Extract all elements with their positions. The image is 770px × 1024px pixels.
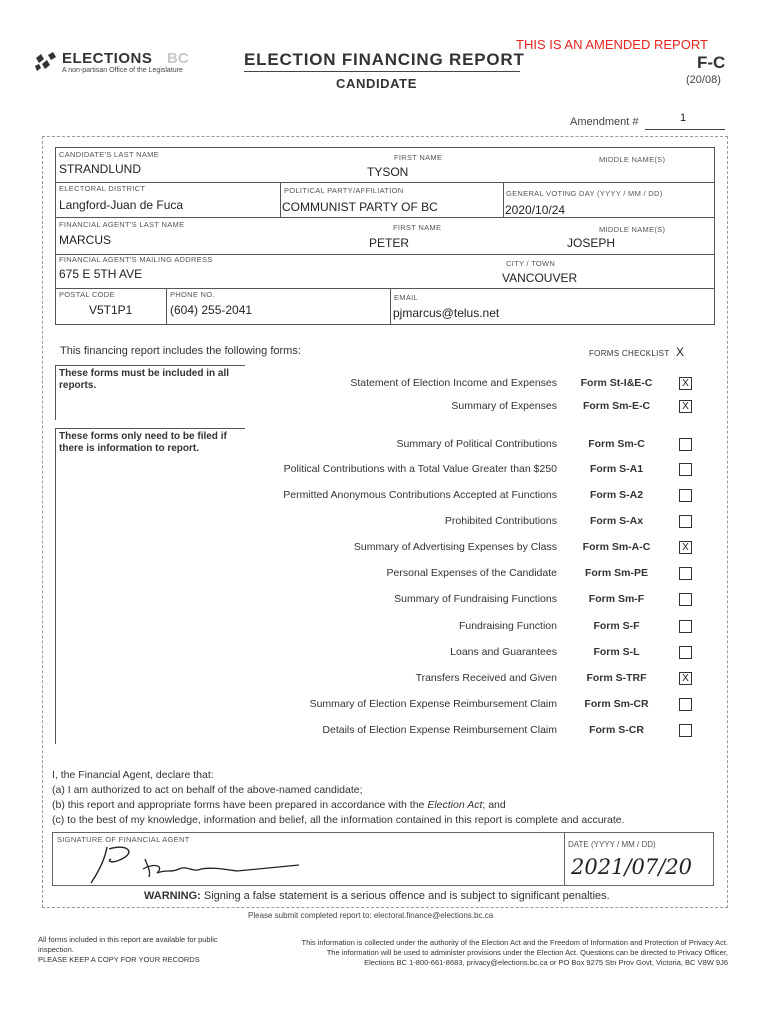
form-row <box>60 398 700 416</box>
form-checkbox[interactable] <box>679 515 692 528</box>
agent-first-name[interactable]: PETER <box>369 236 410 250</box>
form-row <box>60 618 700 636</box>
form-code: Form Sm-A-C <box>582 541 651 553</box>
form-checkbox[interactable] <box>679 438 692 451</box>
form-description: Personal Expenses of the Candidate <box>386 567 557 579</box>
electoral-district[interactable]: Langford-Juan de Fuca <box>59 198 184 212</box>
grid-divider <box>390 288 391 324</box>
forms-checklist-label: FORMS CHECKLIST <box>589 349 670 358</box>
form-checkbox[interactable]: X <box>679 400 692 413</box>
declaration-text: (b) this report and appropriate forms have been prepared in accordance with the <box>52 799 428 811</box>
grid-divider <box>56 288 714 289</box>
form-checkbox[interactable]: X <box>679 672 692 685</box>
amendment-number[interactable]: 1 <box>680 112 687 124</box>
form-code: Form Sm-C <box>588 438 645 450</box>
voting-day-label: GENERAL VOTING DAY (YYYY / MM / DD) <box>506 189 663 198</box>
agent-city[interactable]: VANCOUVER <box>502 271 578 285</box>
amended-notice: THIS IS AN AMENDED REPORT <box>516 37 708 52</box>
form-description: Political Contributions with a Total Value Greater than $250 <box>283 463 557 475</box>
form-code: Form S-A1 <box>589 463 644 475</box>
declaration-text: (a) I am authorized to act on behalf of the above-named candidate; <box>52 784 363 796</box>
grid-divider <box>166 288 167 324</box>
form-row <box>60 696 700 714</box>
document-title: ELECTION FINANCING REPORT <box>244 50 525 69</box>
privacy-line: This information is collected under the authority of the Election Act and the Freedom of Information and Protection of Privacy Act. <box>301 938 728 947</box>
form-checkbox[interactable] <box>679 593 692 606</box>
form-description: Summary of Advertising Expenses by Class <box>353 541 557 553</box>
form-checkbox[interactable]: X <box>679 377 692 390</box>
form-code: Form S-Ax <box>589 515 644 527</box>
declaration-text: ; and <box>482 799 506 811</box>
warning-label: WARNING: <box>144 890 201 902</box>
agent-city-label: CITY / TOWN <box>506 259 556 268</box>
submit-instructions: Please submit completed report to: electoral.finance@elections.bc.ca <box>248 911 494 920</box>
declaration <box>52 768 712 828</box>
candidate-first-name-label: FIRST NAME <box>394 153 443 162</box>
form-checkbox[interactable]: X <box>679 541 692 554</box>
district-label: ELECTORAL DISTRICT <box>59 184 146 193</box>
declaration-line <box>52 783 712 798</box>
form-code: Form Sm-PE <box>584 567 648 579</box>
postal-code-label: POSTAL CODE <box>59 290 115 299</box>
agent-address-label: FINANCIAL AGENT'S MAILING ADDRESS <box>59 255 213 264</box>
optional-forms-title: These forms only need to be filed if there is information to report. <box>59 431 227 454</box>
form-description: Loans and Guarantees <box>450 646 557 658</box>
form-code: Form S-CR <box>589 724 644 736</box>
form-row <box>60 436 700 454</box>
postal-code[interactable]: V5T1P1 <box>89 303 133 317</box>
grid-divider <box>56 217 714 218</box>
document-subtitle: CANDIDATE <box>336 76 417 91</box>
form-row <box>60 565 700 583</box>
elections-bc-logo <box>34 50 214 80</box>
email-label: EMAIL <box>394 293 419 302</box>
form-checkbox[interactable] <box>679 463 692 476</box>
form-description: Summary of Election Expense Reimbursement Claim <box>309 698 557 710</box>
form-code: Form Sm-F <box>588 593 645 605</box>
form-code: Form S-TRF <box>586 672 647 684</box>
amendment-label: Amendment # <box>570 116 639 128</box>
checklist-mark: X <box>676 345 685 359</box>
form-row <box>60 539 700 557</box>
party-label: POLITICAL PARTY/AFFILIATION <box>284 186 404 195</box>
title-rule <box>244 71 520 72</box>
signature-box <box>52 832 714 886</box>
grid-divider <box>56 182 714 183</box>
form-code: Form S-F <box>593 620 640 632</box>
privacy-line: The information will be used to administer provisions under the Election Act. Questions can be directed to Privacy Officer, <box>326 948 728 957</box>
logo-wordmark: ELECTIONS <box>62 50 153 67</box>
form-checkbox[interactable] <box>679 489 692 502</box>
keep-copy-note: PLEASE KEEP A COPY FOR YOUR RECORDS <box>38 955 200 964</box>
date-label: DATE (YYYY / MM / DD) <box>568 840 656 849</box>
agent-last-name-label: FINANCIAL AGENT'S LAST NAME <box>59 220 185 229</box>
warning-message: Signing a false statement is a serious offence and is subject to significant penalties. <box>200 890 610 902</box>
grid-divider <box>280 182 281 217</box>
form-checkbox[interactable] <box>679 646 692 659</box>
form-row <box>60 722 700 740</box>
box-border <box>55 365 245 366</box>
agent-middle-name-label: MIDDLE NAME(S) <box>599 225 666 234</box>
form-code: Form S-A2 <box>589 489 644 501</box>
form-code: Form S-L <box>593 646 640 658</box>
agent-first-name-label: FIRST NAME <box>393 223 442 232</box>
form-description: Transfers Received and Given <box>415 672 557 684</box>
voting-day[interactable]: 2020/10/24 <box>505 203 566 217</box>
logo-subtitle: A non-partisan Office of the Legislature <box>62 67 183 74</box>
required-forms-title: These forms must be included in all reports. <box>59 368 230 391</box>
form-description: Prohibited Contributions <box>444 515 557 527</box>
form-row <box>60 670 700 688</box>
form-code: Form St-I&E-C <box>580 377 653 389</box>
declaration-line: (c) to the best of my knowledge, information and belief, all the information contained in this report is complete and accurate. <box>52 814 625 826</box>
form-row <box>60 487 700 505</box>
form-description: Summary of Expenses <box>451 400 557 412</box>
handwritten-signature[interactable] <box>87 839 347 885</box>
declaration-line: I, the Financial Agent, declare that: <box>52 769 214 781</box>
form-checkbox[interactable] <box>679 698 692 711</box>
form-description: Statement of Election Income and Expenses <box>350 377 557 389</box>
privacy-line: Elections BC 1-800-661-8683, privacy@elections.bc.ca or PO Box 9275 Stn Prov Govt, Victoria, BC V8W 9J6 <box>364 958 728 967</box>
form-code: F-C <box>697 53 726 72</box>
form-description: Details of Election Expense Reimbursement Claim <box>322 724 557 736</box>
agent-address[interactable]: 675 E 5TH AVE <box>59 267 143 281</box>
footer-privacy-notice <box>236 938 728 968</box>
form-checkbox[interactable] <box>679 620 692 633</box>
agent-middle-name[interactable]: JOSEPH <box>567 236 616 250</box>
logo-mark-icon <box>34 52 58 74</box>
form-description: Summary of Fundraising Functions <box>394 593 557 605</box>
agent-last-name[interactable]: MARCUS <box>59 233 112 247</box>
grid-divider <box>503 182 504 217</box>
form-description: Summary of Political Contributions <box>396 438 557 450</box>
form-row <box>60 513 700 531</box>
email-address[interactable]: pjmarcus@telus.net <box>393 306 500 320</box>
warning-text <box>144 890 610 902</box>
identification-grid <box>55 147 715 325</box>
forms-intro: This financing report includes the following forms: <box>60 345 301 357</box>
candidate-first-name[interactable]: TYSON <box>367 165 409 179</box>
logo-bc: BC <box>167 50 189 67</box>
form-description: Fundraising Function <box>458 620 557 632</box>
form-code: Form Sm-E-C <box>582 400 651 412</box>
form-row <box>60 375 700 393</box>
phone-number[interactable]: (604) 255-2041 <box>170 303 253 317</box>
election-act-italic: Election Act <box>427 799 483 811</box>
box-border <box>55 428 56 744</box>
form-row <box>60 591 700 609</box>
signature-date[interactable]: 2021/07/20 <box>571 855 693 879</box>
box-border <box>55 365 56 420</box>
footer-left <box>38 935 238 965</box>
form-row <box>60 644 700 662</box>
candidate-middle-name-label: MIDDLE NAME(S) <box>599 155 666 164</box>
candidate-last-name[interactable]: STRANDLUND <box>59 162 142 176</box>
form-row <box>60 461 700 479</box>
signature-date-divider <box>564 833 565 885</box>
signature-label: SIGNATURE OF FINANCIAL AGENT <box>57 835 190 844</box>
box-border <box>55 428 245 429</box>
party-affiliation[interactable]: COMMUNIST PARTY OF BC <box>282 200 438 214</box>
public-inspection-note: All forms included in this report are available for public inspection. <box>38 935 218 954</box>
form-version: (20/08) <box>686 74 721 86</box>
candidate-last-name-label: CANDIDATE'S LAST NAME <box>59 150 159 159</box>
phone-label: PHONE NO. <box>170 290 215 299</box>
form-description: Permitted Anonymous Contributions Accepted at Functions <box>283 489 557 501</box>
form-checkbox[interactable] <box>679 724 692 737</box>
form-code: Form Sm-CR <box>584 698 649 710</box>
form-checkbox[interactable] <box>679 567 692 580</box>
amendment-line <box>645 129 725 130</box>
declaration-line <box>52 798 712 813</box>
